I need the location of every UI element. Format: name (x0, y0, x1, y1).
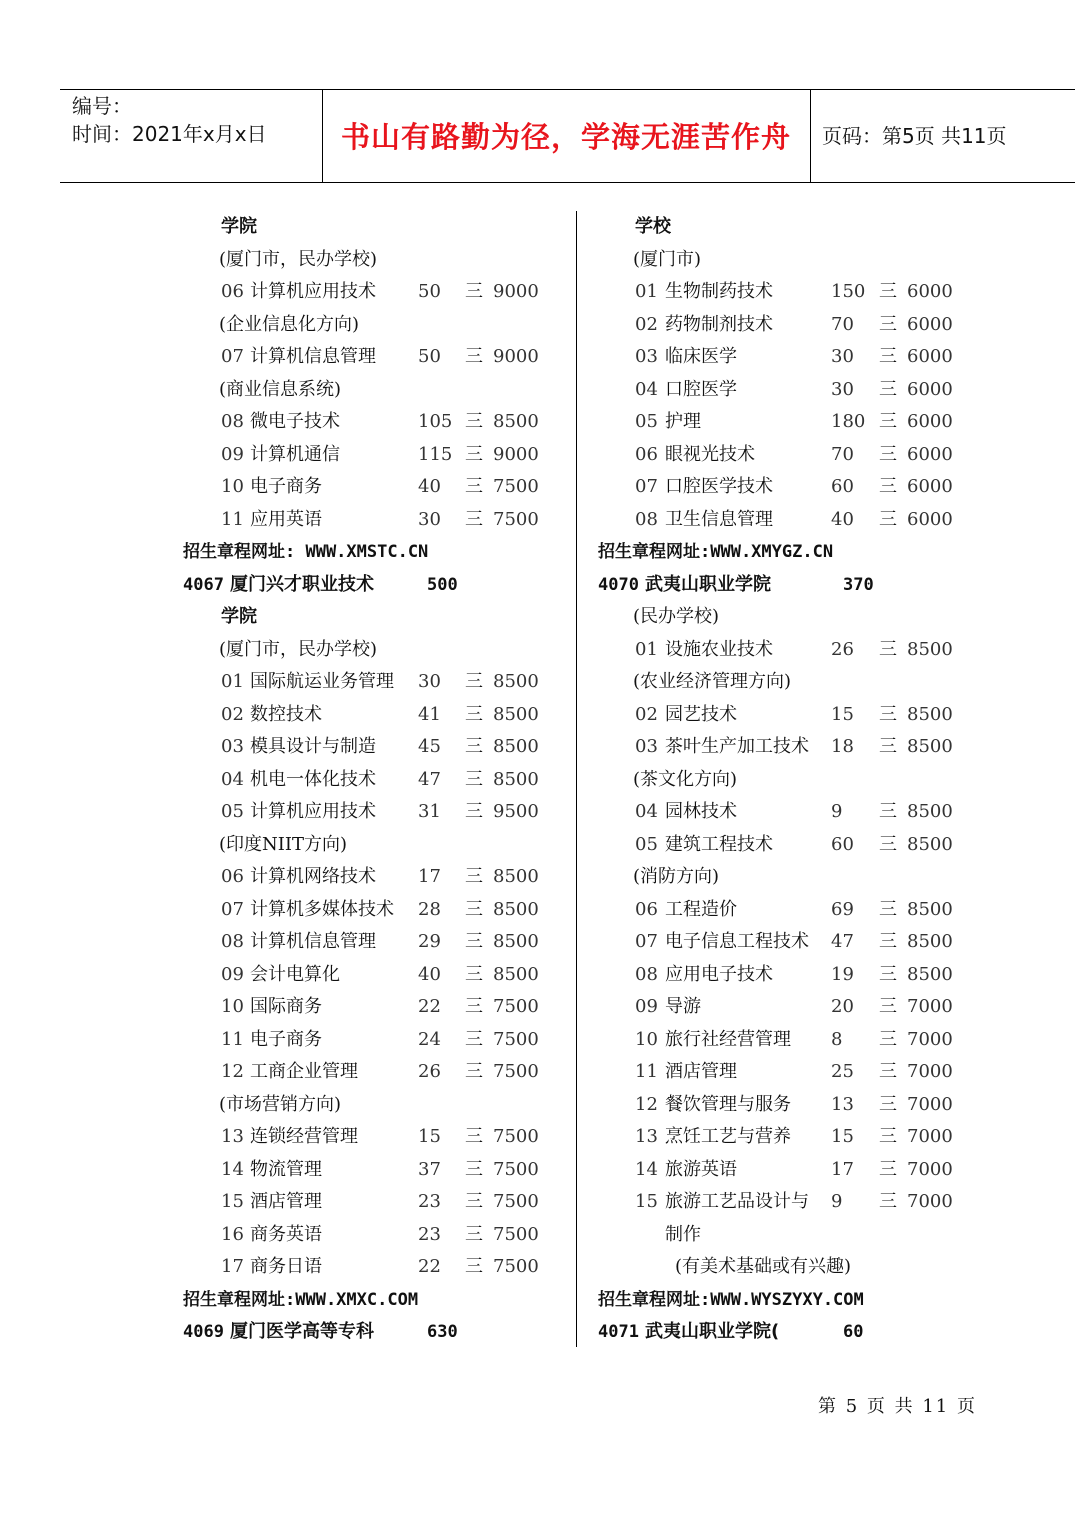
major-code: 13 (221, 1126, 244, 1147)
major-quota: 23 (418, 1191, 441, 1212)
school-name: 武夷山职业学院 (645, 573, 771, 595)
major-name: 工程造价 (665, 898, 737, 920)
major-quota: 69 (831, 898, 854, 920)
major-quota: 28 (418, 898, 441, 920)
major-name: 生物制药技术 (665, 281, 773, 302)
major-code: 07 (635, 476, 658, 497)
major-code: 05 (635, 411, 658, 432)
major-code: 04 (221, 768, 244, 790)
major-quota: 9 (831, 801, 843, 822)
note-text: (商业信息系统) (219, 378, 342, 400)
major-years: 三 (879, 833, 897, 855)
major-years: 三 (879, 1191, 897, 1212)
major-years: 三 (879, 996, 897, 1017)
major-code: 01 (635, 638, 658, 660)
major-name: 旅行社经营管理 (665, 1028, 791, 1050)
major-quota: 15 (418, 1126, 441, 1147)
major-quota: 20 (831, 996, 854, 1017)
major-name: 商务英语 (250, 1223, 322, 1245)
major-code: 16 (221, 1223, 244, 1245)
major-quota: 13 (831, 1093, 854, 1115)
major-years: 三 (465, 866, 483, 887)
major-name: 电子商务 (250, 476, 322, 497)
major-code: 10 (221, 996, 244, 1017)
major-quota: 18 (831, 736, 854, 757)
major-name: 酒店管理 (665, 1061, 737, 1082)
major-years: 三 (465, 1256, 483, 1277)
note-text: (有美术基础或有兴趣) (675, 1256, 852, 1277)
major-fee: 7500 (493, 1191, 539, 1212)
major-fee: 6000 (907, 346, 953, 367)
major-quota: 19 (831, 963, 854, 985)
major-quota: 26 (418, 1061, 441, 1082)
note-text: (茶文化方向) (633, 768, 738, 790)
major-code: 03 (635, 736, 658, 757)
major-years: 三 (465, 931, 483, 952)
major-name: 计算机信息管理 (250, 346, 376, 367)
major-fee: 6000 (907, 378, 953, 400)
major-fee: 8500 (907, 833, 953, 855)
major-quota: 47 (418, 768, 441, 790)
major-years: 三 (879, 476, 897, 497)
major-fee: 8500 (493, 931, 539, 952)
admission-url: 招生章程网址: WWW.XMSTC.CN (183, 542, 429, 562)
admission-url: 招生章程网址:WWW.XMYGZ.CN (598, 542, 834, 562)
major-fee: 7000 (907, 1093, 953, 1115)
major-years: 三 (465, 996, 483, 1017)
major-name: 计算机信息管理 (250, 931, 376, 952)
major-years: 三 (879, 1093, 897, 1115)
major-years: 三 (879, 1158, 897, 1180)
major-years: 三 (879, 638, 897, 660)
major-quota: 45 (418, 736, 441, 757)
major-name: 电子商务 (250, 1028, 322, 1050)
admission-url: 招生章程网址:WWW.WYSZYXY.COM (598, 1289, 864, 1310)
major-years: 三 (879, 443, 897, 465)
header-bottom-rule (60, 182, 1075, 183)
major-years: 三 (465, 281, 483, 302)
major-years: 三 (465, 1223, 483, 1245)
major-quota: 24 (418, 1028, 441, 1050)
major-quota: 180 (831, 411, 866, 432)
major-quota: 115 (418, 443, 453, 465)
major-name: 药物制剂技术 (665, 313, 773, 335)
major-fee: 7500 (493, 476, 539, 497)
major-code: 04 (635, 378, 658, 400)
school-title-line: 学院 (221, 216, 257, 237)
major-fee: 8500 (493, 866, 539, 887)
major-years: 三 (465, 736, 483, 757)
major-code: 01 (635, 281, 658, 302)
header-divider-right (810, 89, 811, 182)
major-fee: 7500 (493, 1158, 539, 1180)
major-fee: 8500 (907, 898, 953, 920)
major-quota: 8 (831, 1028, 843, 1050)
major-name: 临床医学 (665, 346, 737, 367)
major-years: 三 (465, 1158, 483, 1180)
major-fee: 9000 (493, 346, 539, 367)
major-name: 建筑工程技术 (665, 833, 773, 855)
major-quota: 26 (831, 638, 854, 660)
major-years: 三 (465, 703, 483, 725)
major-code: 12 (635, 1093, 658, 1115)
major-years: 三 (465, 508, 483, 530)
major-fee: 9000 (493, 281, 539, 302)
major-years: 三 (879, 931, 897, 952)
major-years: 三 (879, 378, 897, 400)
major-years: 三 (879, 411, 897, 432)
major-fee: 7000 (907, 1191, 953, 1212)
note-text: (企业信息化方向) (219, 313, 360, 335)
major-code: 10 (221, 476, 244, 497)
major-fee: 7000 (907, 1028, 953, 1050)
school-code: 4069 (183, 1322, 224, 1342)
major-quota: 70 (831, 313, 854, 335)
major-fee: 8500 (493, 736, 539, 757)
major-quota: 50 (418, 281, 441, 302)
major-name: 国际航运业务管理 (250, 671, 394, 692)
major-code: 13 (635, 1126, 658, 1147)
major-fee: 8500 (907, 931, 953, 952)
major-years: 三 (879, 801, 897, 822)
serial-label: 编号： (72, 94, 132, 118)
major-name: 园林技术 (665, 801, 737, 822)
major-fee: 7500 (493, 1256, 539, 1277)
major-years: 三 (465, 346, 483, 367)
major-fee: 8500 (907, 963, 953, 985)
major-years: 三 (465, 671, 483, 692)
major-fee: 8500 (493, 898, 539, 920)
major-name: 茶叶生产加工技术 (665, 736, 809, 757)
major-name: 园艺技术 (665, 703, 737, 725)
major-years: 三 (465, 1191, 483, 1212)
major-code: 11 (221, 508, 244, 530)
header-motto: 书山有路勤为径，学海无涯苦作舟 (340, 120, 791, 154)
major-fee: 8500 (493, 768, 539, 790)
major-fee: 9500 (493, 801, 539, 822)
time-label: 时间：2021年x月x日 (72, 122, 267, 146)
major-name: 计算机多媒体技术 (250, 898, 394, 920)
major-quota: 150 (831, 281, 866, 302)
major-quota: 30 (418, 671, 441, 692)
major-name: 眼视光技术 (665, 443, 755, 465)
note-text: (民办学校) (633, 606, 720, 627)
major-code: 08 (635, 508, 658, 530)
major-code: 17 (221, 1256, 244, 1277)
major-name: 模具设计与制造 (250, 736, 376, 757)
major-years: 三 (465, 411, 483, 432)
major-code: 02 (635, 703, 658, 725)
major-fee: 7000 (907, 996, 953, 1017)
school-code: 4070 (598, 574, 639, 595)
major-name: 电子信息工程技术 (665, 931, 809, 952)
major-quota: 40 (831, 508, 854, 530)
major-years: 三 (879, 313, 897, 335)
major-quota: 22 (418, 996, 441, 1017)
major-code: 09 (635, 996, 658, 1017)
major-quota: 105 (418, 411, 453, 432)
major-name: 数控技术 (250, 703, 322, 725)
major-fee: 7500 (493, 1028, 539, 1050)
school-name: 武夷山职业学院( (645, 1321, 780, 1342)
major-quota: 17 (831, 1158, 854, 1180)
major-name: 计算机应用技术 (250, 281, 376, 302)
column-divider (576, 211, 577, 1347)
major-name: 连锁经营管理 (250, 1126, 358, 1147)
major-code: 08 (221, 411, 244, 432)
major-years: 三 (465, 476, 483, 497)
major-fee: 6000 (907, 281, 953, 302)
major-code: 05 (635, 833, 658, 855)
major-fee: 7500 (493, 996, 539, 1017)
major-quota: 31 (418, 801, 441, 822)
major-fee: 7000 (907, 1126, 953, 1147)
major-name: 物流管理 (250, 1158, 322, 1180)
major-fee: 8500 (907, 736, 953, 757)
major-name: 导游 (665, 996, 701, 1017)
major-name: 国际商务 (250, 996, 322, 1017)
note-text: (消防方向) (633, 866, 720, 887)
major-years: 三 (879, 736, 897, 757)
major-name: 计算机网络技术 (250, 866, 376, 887)
major-code: 03 (635, 346, 658, 367)
major-name: 会计电算化 (250, 963, 340, 985)
major-name: 护理 (665, 411, 701, 432)
school-total-quota: 60 (843, 1322, 864, 1342)
school-name: 厦门兴才职业技术 (230, 573, 374, 595)
major-name: 卫生信息管理 (665, 508, 773, 530)
major-code: 12 (221, 1061, 244, 1082)
major-code: 14 (635, 1158, 658, 1180)
major-name: 口腔医学 (665, 378, 737, 400)
major-name: 餐饮管理与服务 (665, 1093, 791, 1115)
major-code: 06 (635, 898, 658, 920)
major-quota: 70 (831, 443, 854, 465)
school-total-quota: 500 (427, 574, 458, 595)
major-code: 02 (221, 703, 244, 725)
major-name: 微电子技术 (250, 411, 340, 432)
major-years: 三 (879, 1061, 897, 1082)
major-quota: 29 (418, 931, 441, 952)
major-name: 口腔医学技术 (665, 476, 773, 497)
major-name: 烹饪工艺与营养 (665, 1126, 791, 1147)
major-fee: 8500 (907, 638, 953, 660)
major-code: 08 (221, 931, 244, 952)
major-name: 计算机通信 (250, 443, 340, 465)
major-code: 06 (635, 443, 658, 465)
major-quota: 40 (418, 963, 441, 985)
major-years: 三 (465, 963, 483, 985)
major-quota: 41 (418, 703, 441, 725)
major-years: 三 (465, 801, 483, 822)
note-text: (印度NIIT方向) (219, 833, 348, 855)
major-quota: 50 (418, 346, 441, 367)
major-code: 11 (221, 1028, 244, 1050)
school-code: 4071 (598, 1322, 639, 1342)
major-fee: 8500 (493, 671, 539, 692)
school-total-quota: 630 (427, 1322, 458, 1342)
major-code: 03 (221, 736, 244, 757)
major-fee: 8500 (493, 963, 539, 985)
major-years: 三 (879, 1126, 897, 1147)
major-quota: 40 (418, 476, 441, 497)
major-years: 三 (879, 898, 897, 920)
major-code: 09 (221, 443, 244, 465)
major-name: 商务日语 (250, 1256, 322, 1277)
major-years: 三 (879, 1028, 897, 1050)
major-name: 设施农业技术 (665, 638, 773, 660)
major-code: 05 (221, 801, 244, 822)
major-name: 旅游工艺品设计与 (665, 1191, 809, 1212)
major-quota: 17 (418, 866, 441, 887)
major-fee: 6000 (907, 508, 953, 530)
header-page-info: 页码：第5页 共11页 (822, 124, 1007, 148)
major-code: 11 (635, 1061, 658, 1082)
school-name: 厦门医学高等专科 (230, 1321, 374, 1342)
major-name: 计算机应用技术 (250, 801, 376, 822)
school-code: 4067 (183, 574, 224, 595)
major-code: 07 (221, 898, 244, 920)
major-fee: 7500 (493, 1126, 539, 1147)
major-quota: 60 (831, 476, 854, 497)
major-fee: 6000 (907, 443, 953, 465)
major-code: 06 (221, 281, 244, 302)
major-years: 三 (879, 508, 897, 530)
major-code: 14 (221, 1158, 244, 1180)
major-years: 三 (465, 898, 483, 920)
major-years: 三 (879, 281, 897, 302)
school-title-line: 学校 (635, 216, 671, 237)
header-meta (72, 92, 267, 148)
major-name: 旅游英语 (665, 1158, 737, 1180)
major-fee: 7500 (493, 508, 539, 530)
major-name: 工商企业管理 (250, 1061, 358, 1082)
major-years: 三 (879, 346, 897, 367)
major-quota: 30 (418, 508, 441, 530)
major-name: 应用英语 (250, 508, 322, 530)
major-code: 09 (221, 963, 244, 985)
major-name: 制作 (665, 1223, 701, 1245)
major-quota: 15 (831, 1126, 854, 1147)
major-fee: 6000 (907, 476, 953, 497)
major-fee: 7000 (907, 1158, 953, 1180)
school-title-line: 学院 (221, 606, 257, 627)
major-fee: 6000 (907, 411, 953, 432)
major-fee: 8500 (907, 703, 953, 725)
major-quota: 25 (831, 1061, 854, 1082)
major-quota: 22 (418, 1256, 441, 1277)
major-years: 三 (465, 1028, 483, 1050)
major-fee: 9000 (493, 443, 539, 465)
major-name: 应用电子技术 (665, 963, 773, 985)
major-fee: 8500 (493, 411, 539, 432)
major-quota: 47 (831, 931, 854, 952)
major-name: 机电一体化技术 (250, 768, 376, 790)
note-text: (农业经济管理方向) (633, 671, 792, 692)
major-quota: 30 (831, 378, 854, 400)
note-text: (厦门市) (633, 248, 702, 270)
major-code: 04 (635, 801, 658, 822)
major-years: 三 (465, 768, 483, 790)
major-code: 01 (221, 671, 244, 692)
note-text: (市场营销方向) (219, 1093, 342, 1115)
major-code: 10 (635, 1028, 658, 1050)
major-quota: 60 (831, 833, 854, 855)
major-code: 07 (221, 346, 244, 367)
major-quota: 9 (831, 1191, 843, 1212)
major-fee: 7500 (493, 1223, 539, 1245)
major-years: 三 (879, 963, 897, 985)
major-code: 02 (635, 313, 658, 335)
major-code: 08 (635, 963, 658, 985)
footer-page-number: 第 5 页 共 11 页 (818, 1396, 977, 1417)
major-quota: 23 (418, 1223, 441, 1245)
major-code: 15 (635, 1191, 658, 1212)
major-quota: 30 (831, 346, 854, 367)
major-quota: 37 (418, 1158, 441, 1180)
major-quota: 15 (831, 703, 854, 725)
major-years: 三 (465, 1126, 483, 1147)
major-years: 三 (465, 443, 483, 465)
major-code: 15 (221, 1191, 244, 1212)
school-total-quota: 370 (843, 574, 874, 595)
major-fee: 8500 (493, 703, 539, 725)
major-fee: 7500 (493, 1061, 539, 1082)
major-years: 三 (879, 703, 897, 725)
note-text: (厦门市，民办学校) (219, 248, 378, 270)
major-code: 07 (635, 931, 658, 952)
major-code: 06 (221, 866, 244, 887)
note-text: (厦门市，民办学校) (219, 638, 378, 660)
major-fee: 8500 (907, 801, 953, 822)
major-fee: 6000 (907, 313, 953, 335)
major-years: 三 (465, 1061, 483, 1082)
major-name: 酒店管理 (250, 1191, 322, 1212)
major-fee: 7000 (907, 1061, 953, 1082)
admission-url: 招生章程网址:WWW.XMXC.COM (183, 1289, 419, 1310)
